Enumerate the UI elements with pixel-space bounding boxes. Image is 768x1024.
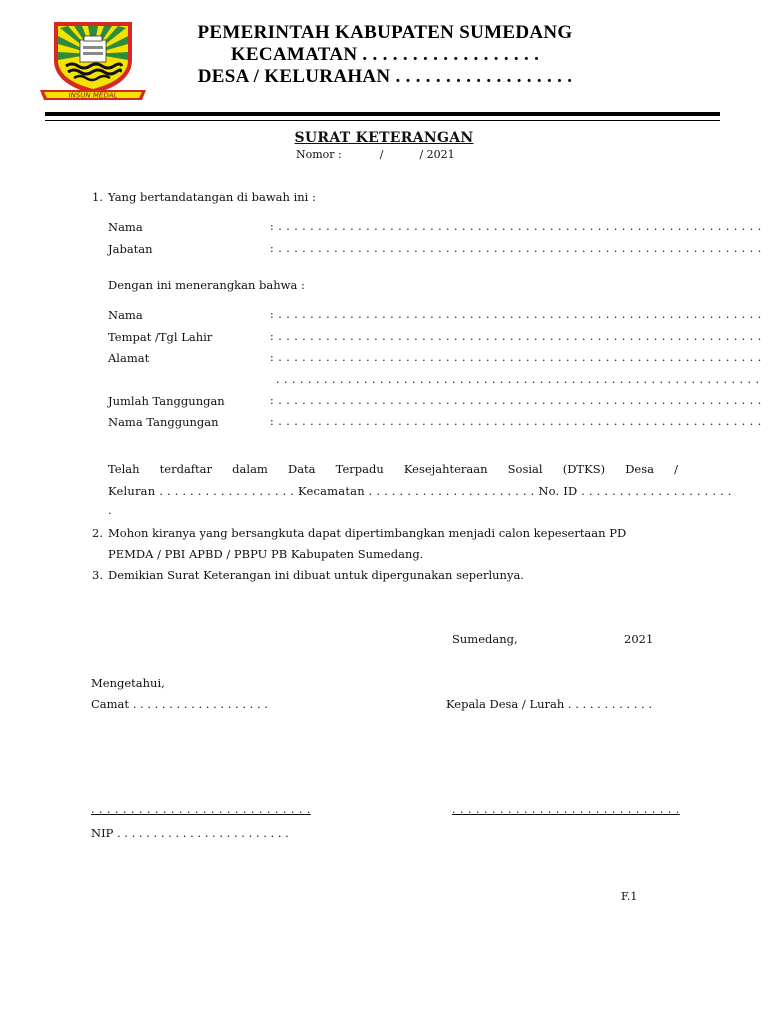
dtks-statement-line-1: Telah terdaftar dalam Data Terpadu Kesejahteraan Sosial (DTKS) Desa /: [108, 462, 678, 476]
subject-address-field: : . . . . . . . . . . . . . . . . . . . . . . . . . . . . . . . . . . . . . . . . . . . . . . . . . . . . . . . . . . . . .: [270, 351, 762, 364]
form-code: F.1: [621, 890, 638, 903]
document-title: SURAT KETERANGAN: [294, 130, 474, 146]
signer-position-field: : . . . . . . . . . . . . . . . . . . . . . . . . . . . . . . . . . . . . . . . . . . . . . . . . . . . . . . . . . . . . .: [270, 242, 762, 255]
dtks-statement-line-2: Keluran . . . . . . . . . . . . . . . . . . Kecamatan . . . . . . . . . . . . . . . . . . . . . . No. ID . . . . . . . . . . . . . . . . . . . .: [108, 484, 732, 498]
subject-birth-label: Tempat /Tgl Lahir: [108, 330, 213, 344]
signature-place: Sumedang,: [452, 632, 518, 646]
subject-birth-field: : . . . . . . . . . . . . . . . . . . . . . . . . . . . . . . . . . . . . . . . . . . . . . . . . . . . . . . . . . . . . .: [270, 330, 762, 343]
item-2-number: 2.: [92, 526, 103, 540]
header-kecamatan: KECAMATAN . . . . . . . . . . . . . . . . . .: [230, 44, 540, 65]
item-1-number: 1.: [92, 190, 103, 204]
subject-name-field: : . . . . . . . . . . . . . . . . . . . . . . . . . . . . . . . . . . . . . . . . . . . . . . . . . . . . . . . . . . . . .: [270, 308, 762, 321]
document-number: Nomor : / / 2021: [296, 148, 455, 161]
item-3-number: 3.: [92, 568, 103, 582]
emblem-motto: INSUN MEDAL: [68, 91, 118, 100]
subject-address-field-2: . . . . . . . . . . . . . . . . . . . . . . . . . . . . . . . . . . . . . . . . . . . . . . . . . . . . . . . . . . . . .: [276, 373, 760, 386]
item-2-line-2: PEMDA / PBI APBD / PBPU PB Kabupaten Sumedang.: [108, 547, 424, 561]
item-1-intro: Yang bertandatangan di bawah ini :: [108, 190, 316, 204]
kepala-desa-signature-line: . . . . . . . . . . . . . . . . . . . . . . . . . . . . .: [452, 803, 680, 816]
camat-signature-line: . . . . . . . . . . . . . . . . . . . . . . . . . . . .: [91, 803, 311, 816]
dtks-statement-line-3: .: [108, 503, 112, 517]
kepala-desa-label: Kepala Desa / Lurah . . . . . . . . . . . .: [446, 697, 653, 711]
header-desa: DESA / KELURAHAN . . . . . . . . . . . . . . . . . .: [197, 66, 573, 87]
subject-name-label: Nama: [108, 308, 143, 322]
subject-dependents-name-label: Nama Tanggungan: [108, 415, 219, 429]
signer-name-label: Nama: [108, 220, 143, 234]
subject-dependents-count-field: : . . . . . . . . . . . . . . . . . . . . . . . . . . . . . . . . . . . . . . . . . . . . . . . . . . . . . . . . . . . . .: [270, 394, 762, 407]
header-rule-thick: [45, 112, 720, 116]
item-3-text: Demikian Surat Keterangan ini dibuat untuk dipergunakan seperlunya.: [108, 568, 524, 582]
known-label: Mengetahui,: [91, 676, 165, 690]
subject-dependents-count-label: Jumlah Tanggungan: [108, 394, 225, 408]
kabupaten-sumedang-emblem: [38, 16, 148, 102]
subject-address-label: Alamat: [108, 351, 150, 365]
item-2-line-1: Mohon kiranya yang bersangkuta dapat dipertimbangkan menjadi calon kepesertaan PD: [108, 526, 627, 540]
declare-text: Dengan ini menerangkan bahwa :: [108, 278, 305, 292]
camat-label: Camat . . . . . . . . . . . . . . . . . . .: [91, 697, 268, 711]
header-government: PEMERINTAH KABUPATEN SUMEDANG: [197, 22, 573, 43]
camat-nip: NIP . . . . . . . . . . . . . . . . . . . . . . . .: [91, 826, 289, 840]
signer-position-label: Jabatan: [108, 242, 153, 256]
header-rule-thin: [45, 120, 720, 121]
subject-dependents-name-field: : . . . . . . . . . . . . . . . . . . . . . . . . . . . . . . . . . . . . . . . . . . . . . . . . . . . . . . . . . . . . .: [270, 415, 762, 428]
signature-year: 2021: [624, 632, 654, 646]
signer-name-field: : . . . . . . . . . . . . . . . . . . . . . . . . . . . . . . . . . . . . . . . . . . . . . . . . . . . . . . . . . . . . .: [270, 220, 762, 233]
